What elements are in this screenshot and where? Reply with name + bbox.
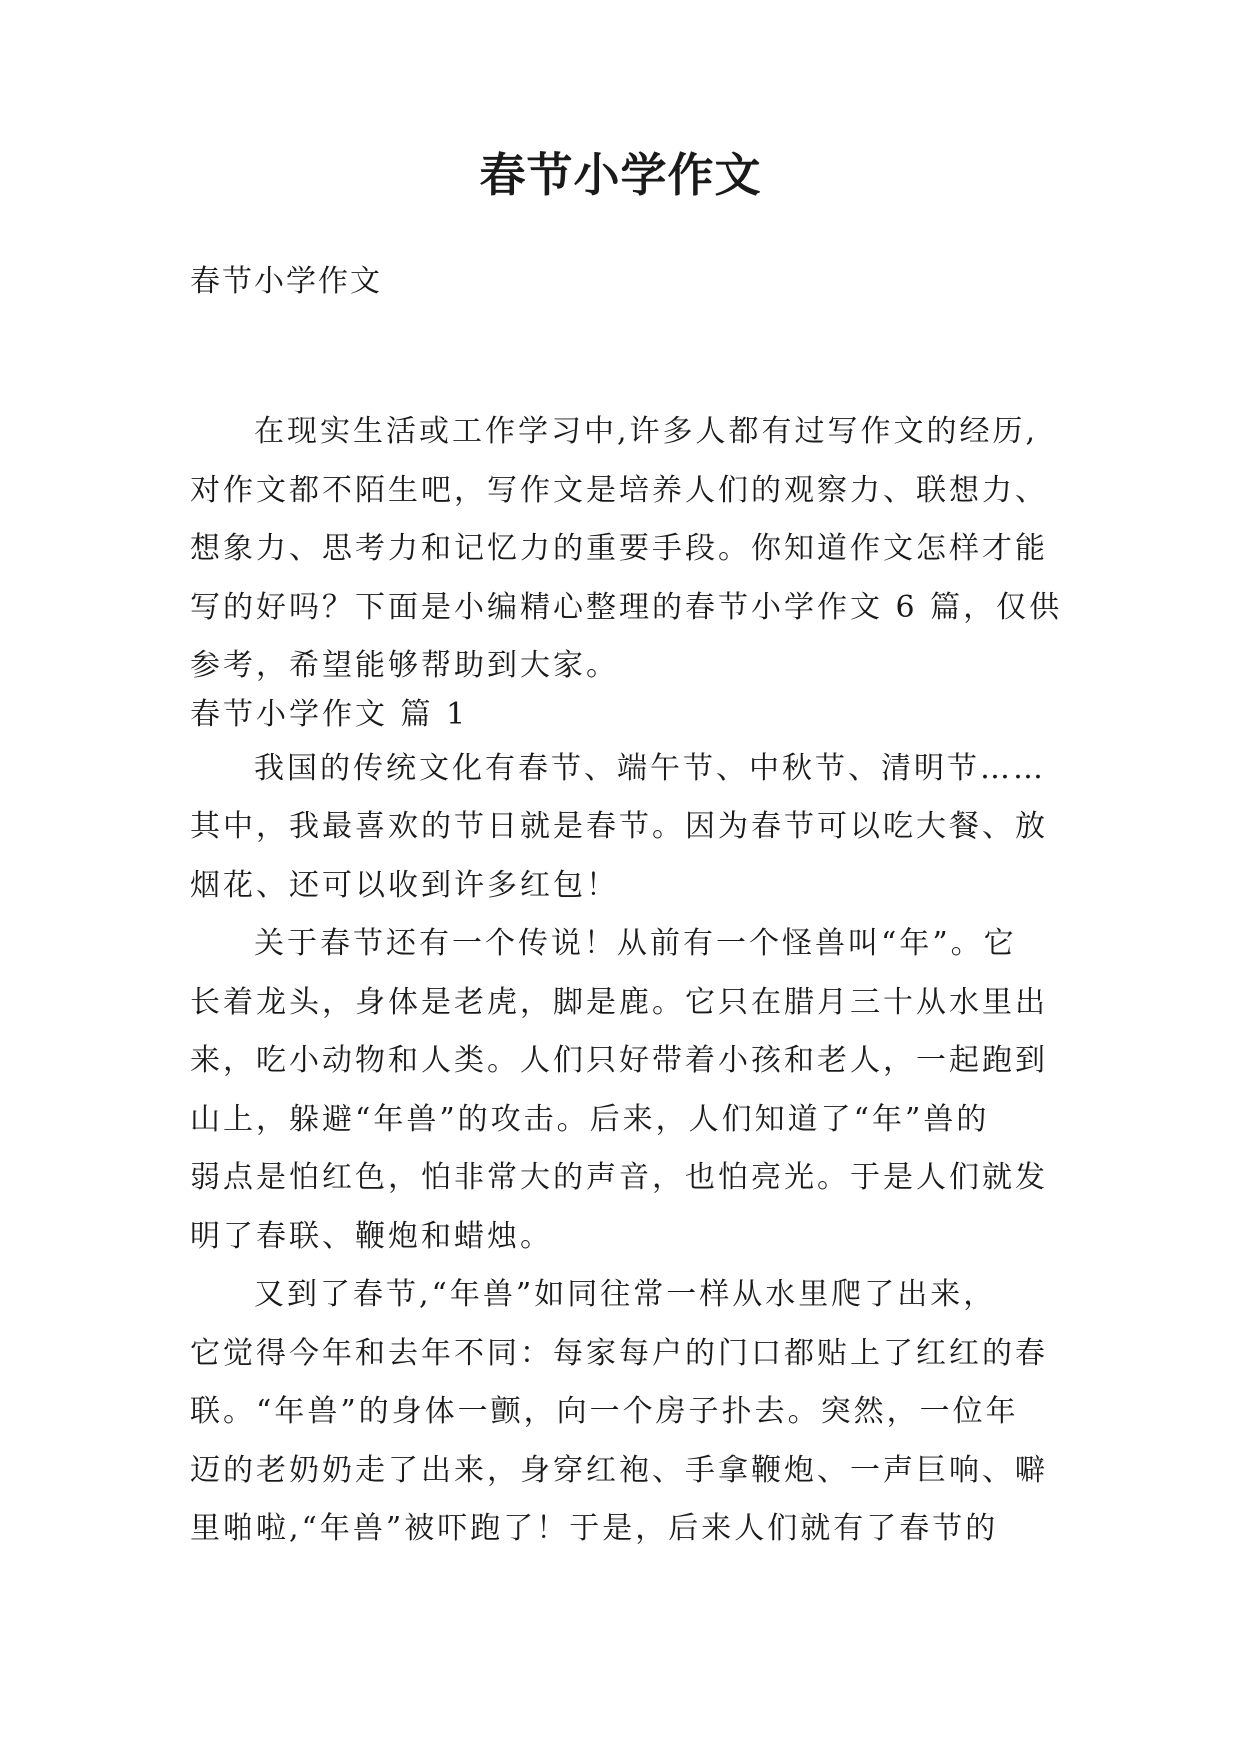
paragraph-line: 其中，我最喜欢的节日就是春节。因为春节可以吃大餐、放	[190, 809, 1048, 844]
paragraph-line: 长着龙头，身体是老虎，脚是鹿。它只在腊月三十从水里出	[190, 984, 1048, 1020]
paragraph-line: 对作文都不陌生吧，写作文是培养人们的观察力、联想力、	[190, 472, 1048, 508]
paragraph-line: 烟花、还可以收到许多红包！	[190, 867, 619, 903]
paragraph-line: 联。“年兽”的身体一颤，向一个房子扑去。突然，一位年	[190, 1394, 1019, 1429]
paragraph-line: 来，吃小动物和人类。人们只好带着小孩和老人，一起跑到	[190, 1043, 1048, 1078]
paragraph-line: 它觉得今年和去年不同：每家每户的门口都贴上了红红的春	[190, 1335, 1048, 1371]
paragraph-line: 迈的老奶奶走了出来，身穿红袍、手拿鞭炮、一声巨响、噼	[190, 1452, 1048, 1488]
paragraph-line: 想象力、思考力和记忆力的重要手段。你知道作文怎样才能	[190, 531, 1048, 566]
section-heading: 春节小学作文 篇 1	[190, 696, 469, 732]
paragraph-line: 里啪啦,“年兽”被吓跑了！于是，后来人们就有了春节的	[190, 1511, 999, 1546]
paragraph-line: 写的好吗？下面是小编精心整理的春节小学作文 6 篇，仅供	[190, 589, 1063, 625]
paragraph-line: 在现实生活或工作学习中,许多人都有过写作文的经历,	[254, 414, 1039, 449]
paragraph-line: 我国的传统文化有春节、端午节、中秋节、清明节……	[254, 750, 1046, 786]
paragraph-line: 明了春联、鞭炮和蜡烛。	[190, 1218, 553, 1254]
document-title: 春节小学作文	[479, 148, 762, 202]
paragraph-line: 关于春节还有一个传说！从前有一个怪兽叫“年”。它	[254, 926, 1017, 961]
section-paragraph	[190, 915, 1060, 1266]
paragraph-line: 山上，躲避“年兽”的攻击。后来，人们知道了“年”兽的	[190, 1101, 990, 1137]
document-subtitle: 春节小学作文	[190, 264, 382, 299]
document-body	[190, 403, 1063, 1559]
paragraph-line: 又到了春节,“年兽”如同往常一样从水里爬了出来，	[254, 1277, 997, 1312]
paragraph-line: 参考，希望能够帮助到大家。	[190, 648, 619, 683]
intro-paragraph	[190, 403, 1063, 696]
paragraph-line: 弱点是怕红色，怕非常大的声音，也怕亮光。于是人们就发	[190, 1160, 1048, 1195]
section-paragraph	[190, 740, 1060, 916]
section-paragraph	[190, 1266, 1060, 1559]
